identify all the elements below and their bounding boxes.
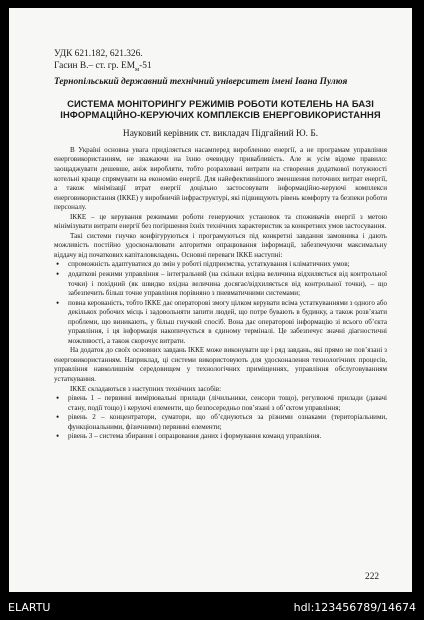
advantages-list	[54, 260, 387, 346]
paragraph-configuration: Такі системи гнучко конфігуруються і програмуються під конкретні завдання замовника і дають можливість постійно удосконалювати алгоритми опрацювання інформації, забезпечуючи максимальну віддачу від початкових капіталовкладень. Основні переваги ІККЕ наступні:	[54, 231, 387, 259]
list-item: • додаткові режими управління – інтегральний (на скільки вхідна величина відхиляється від контрольної точки) і похідний (як швидко вхідна величина досягає/відхиляється від контрольної точки), – що забезпечить більш точне управління порівняно з пневматичними системами;	[54, 270, 387, 299]
list-item: • спроможність адаптуватися до змін у роботі підприємства, устаткування і кліматичних умов;	[54, 260, 387, 270]
paper-page	[9, 8, 412, 592]
handle-id: hdl:123456789/14674	[293, 601, 416, 614]
list-item: • повна керованість, тобто ІККЕ дає операторові змогу цілком керувати всіма устаткуваннями з одного або декількох робочих місць і задовольняти запити людей, що потре бувають в будинку, а також розв’язати проблеми, що виникають, у більш гнучкий спосіб. Вона дає операторові інформацію зі всього об’єкта управління, і ця інформація накопичується в єдиному терміналі. Це забезпечує значні діагностичні можливості, а також скорочує витрати.	[54, 299, 387, 347]
udk-line: УДК 621.182, 621.326.	[54, 49, 143, 59]
paper-content	[54, 48, 387, 442]
list-item: • рівень 3 – система збирання і опрацювання даних і формування команд управління.	[54, 432, 387, 442]
paper-title: СИСТЕМА МОНІТОРИНГУ РЕЖИМІВ РОБОТИ КОТЕЛЕНЬ НА БАЗІ ІНФОРМАЦІЙНО-КЕРУЮЧИХ КОМПЛЕКСІВ ЕНЕРГОВИКОРИСТАННЯ	[60, 97, 381, 121]
paragraph-definition: ІККЕ – це керування режимами роботи генеруючих установок та споживачів енергії з метою мінімізувати витрати енергії без погіршення їхніх технічних характеристик за конкретних умов застосування.	[54, 212, 387, 231]
university-line: Тернопільський державний технічний університет імені Івана Пулюя	[54, 76, 348, 87]
list-item: • рівень 1 – первинні вимірювальні прилади (лічильники, сенсори тощо), регулюючі прилади (давачі стану, події тощо) і керуючі елементи, що безпосередньо пов’язані з об’єктом управління;	[54, 394, 387, 413]
author-name: Гасин В.– ст. гр. ЕМ	[54, 61, 136, 71]
footer-bar	[0, 596, 424, 620]
page-number: 222	[365, 572, 380, 582]
paragraph-additional-tasks: На додаток до своїх основних завдань ІККЕ може виконувати ще і ряд завдань, які прямо не пов’язані з енерговикористанням. Наприклад, ці системи використовують для удосконалення технологічних процесів, управління навколишнім середовищем у технологічних приміщеннях, управління обслуговуванням устаткування.	[54, 346, 387, 383]
list-item: • рівень 2 – концентратори, суматори, що об’єднуються за різними ознаками (територіальними, функціональними, фізичними) первинні елементи;	[54, 413, 387, 432]
supervisor-line: Науковий керівник ст. викладач Підгайний Ю. Б.	[122, 128, 319, 139]
author-group-subscript: м	[135, 65, 140, 73]
author-group-suffix: -51	[139, 61, 152, 71]
author-line	[54, 60, 387, 76]
paragraph-levels-intro: ІККЕ складаються з наступних технічних засобів:	[70, 384, 222, 393]
levels-list	[54, 394, 387, 442]
repository-label: ELARTU	[8, 601, 51, 614]
paragraph-intro: В Україні основна увага приділяється насамперед виробленню енергії, а не програмам управління енерговикористанням, не зважаючи на їхню очевидну привабливість. Але ж усім відоме правило: заощаджувати дешевше, аніж виробляти, тобто розраховані витрати на створення додаткової потужності котельні краще спрямувати на економію енергії. Для найефективнішого зменшення поточних витрат енергії, а також мінімізації втрат енергії доцільно застосовувати інформаційно-керуючі комплекси енерговикористання (ІККЕ) у виробничій інфраструктурі, які підвищують рівень комфорту та безпеки роботи персоналу.	[54, 145, 387, 212]
